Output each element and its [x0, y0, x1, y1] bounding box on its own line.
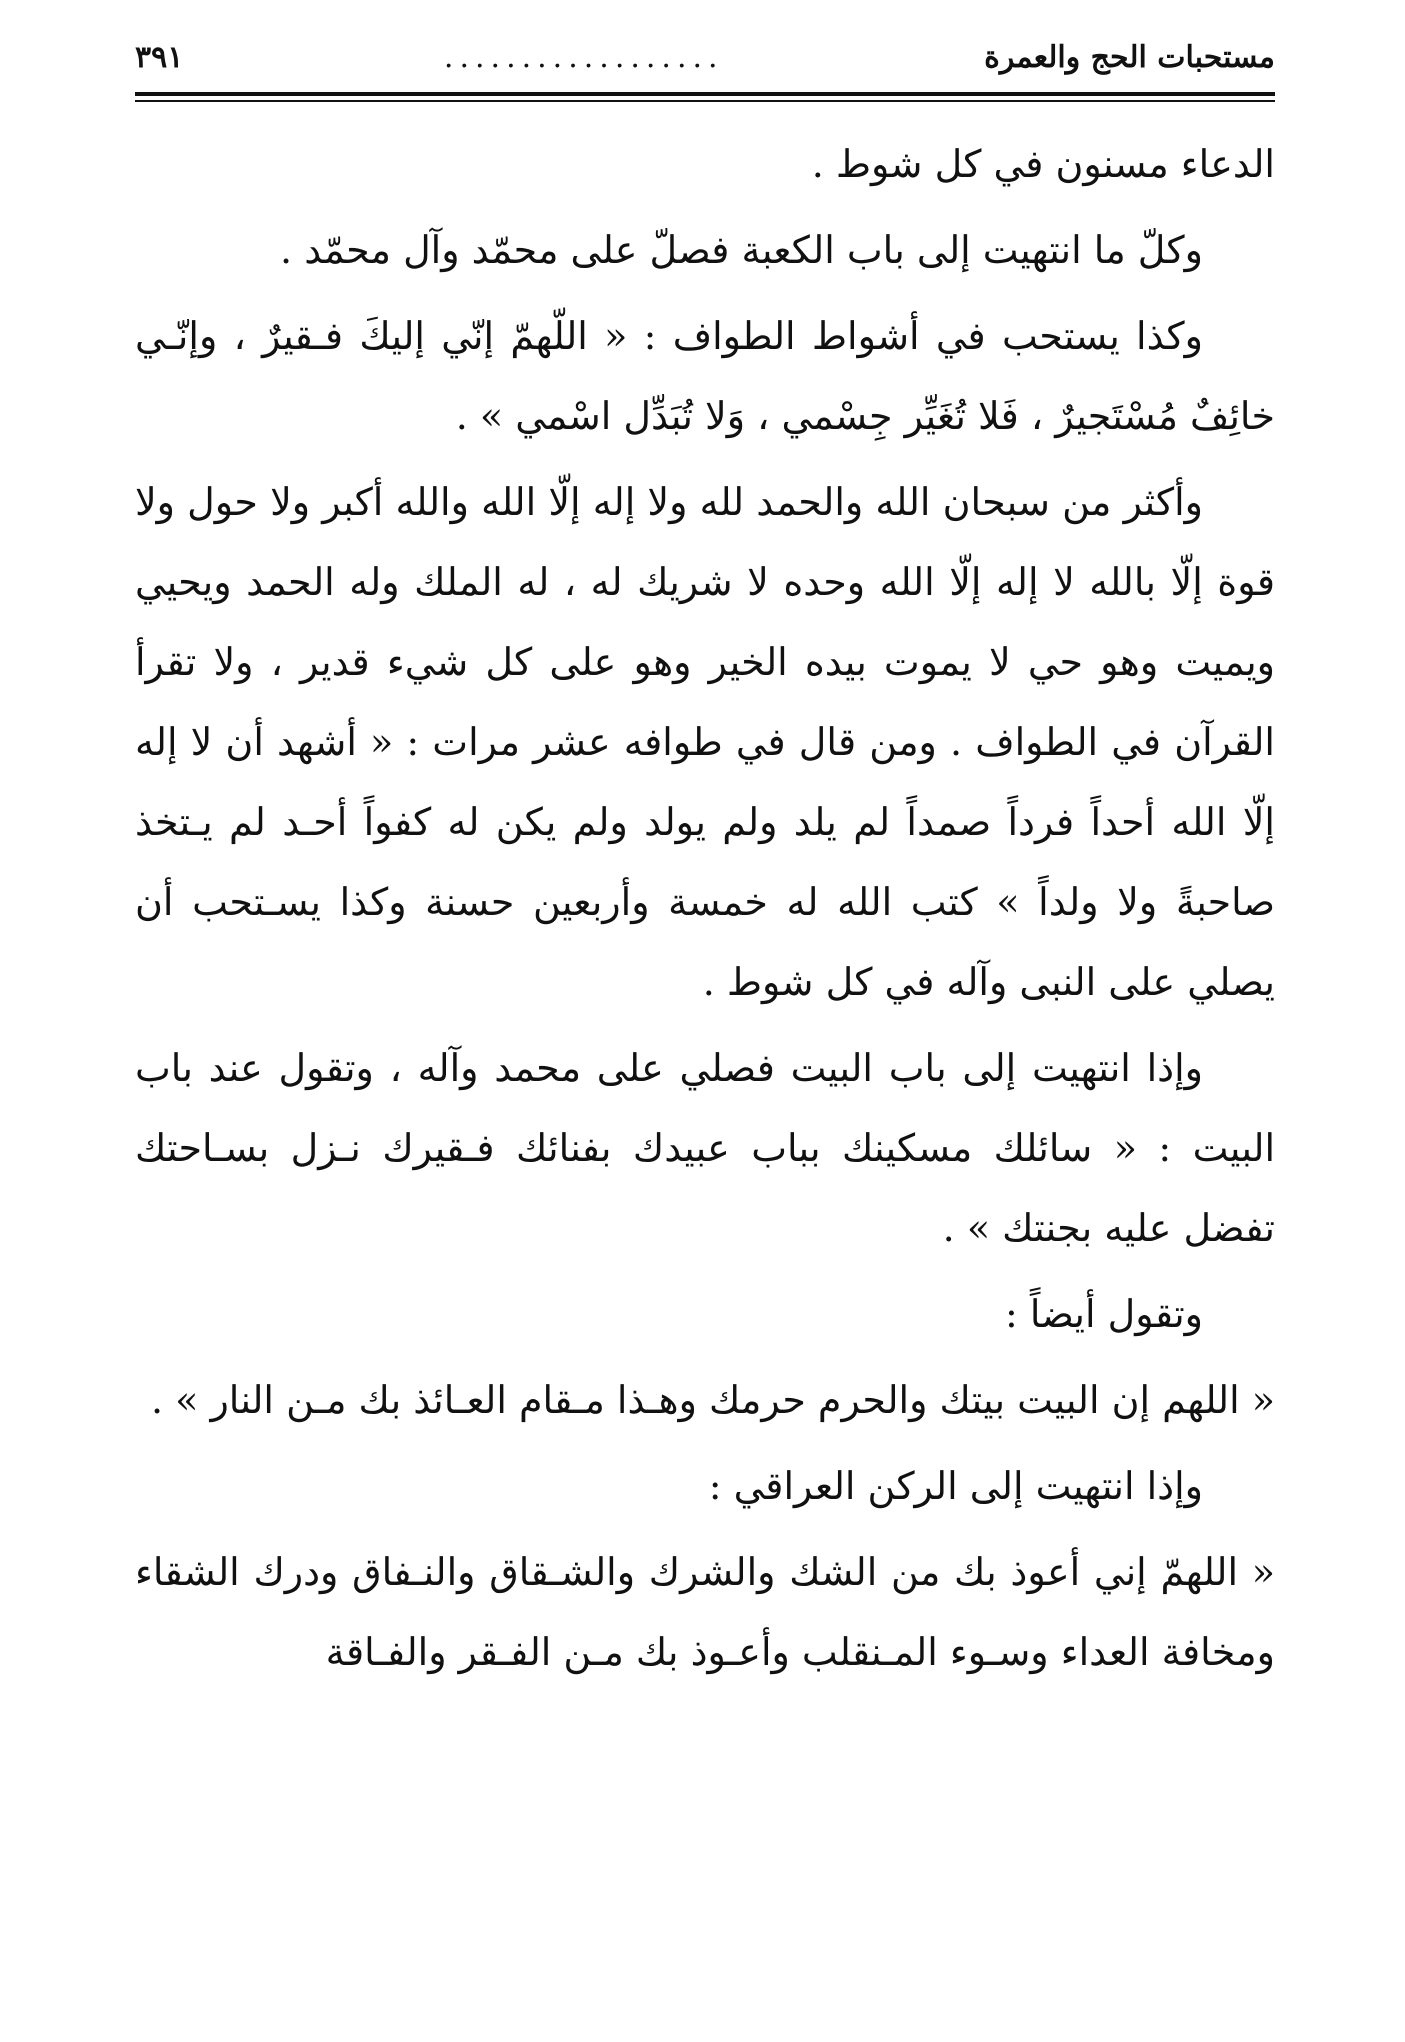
page-number: ٣٩١	[135, 40, 184, 75]
paragraph-2: وكلّ ما انتهيت إلى باب الكعبة فصلّ على محمّد وآل محمّد .	[280, 228, 1203, 272]
paragraph-5: وإذا انتهيت إلى باب البيت فصلي على محمد وآله ، وتقول عند باب البيت : « سائلك مسكينك بباب عبيدك بفنائك فـقيرك نـزل بسـاحتك تفضل عليه بجنتك » .	[135, 1046, 1275, 1250]
chapter-title: مستحبات الحج والعمرة	[984, 40, 1275, 75]
paragraph-8: وإذا انتهيت إلى الركن العراقي :	[708, 1464, 1203, 1508]
book-page	[135, 40, 1275, 2000]
paragraph-7: « اللهم إن البيت بيتك والحرم حرمك وهـذا مـقام العـائذ بك مـن النار » .	[150, 1378, 1275, 1422]
header-rule-thin	[135, 100, 1275, 102]
paragraph-6: وتقول أيضاً :	[1004, 1292, 1203, 1336]
running-header	[135, 40, 1275, 86]
body-text	[135, 124, 1275, 1692]
paragraph-4: وأكثر من سبحان الله والحمد لله ولا إله إلّا الله والله أكبر ولا حول ولا قوة إلّا بالله لا إله إلّا الله وحده لا شريك له ، له الملك وله الحمد ويحيي ويميت وهو حي لا يموت بيده الخير وهو على كل شيء قدير ، ولا تقرأ القرآن في الطواف . ومن قال في طوافه عشر مرات : « أشهد أن لا إله إلّا الله أحداً فرداً صمداً لم يلد ولم يولد ولم يكن له كفواً أحـد لم يـتخذ صاحبةً ولا ولداً » كتب الله له خمسة وأربعين حسنة وكذا يسـتحب أن يصلي على النبى وآله في كل شوط .	[135, 480, 1275, 1004]
paragraph-9: « اللهمّ إني أعوذ بك من الشك والشرك والشـقاق والنـفاق ودرك الشقاء ومخافة العداء وسـوء المـنقلب وأعـوذ بك مـن الفـقر والفـاقة	[135, 1550, 1275, 1674]
dot-leader: ..................	[443, 40, 724, 75]
paragraph-3: وكذا يستحب في أشواط الطواف : « اللّهمّ إنّي إليكَ فـقيرٌ ، وإنّـي خائِفٌ مُسْتَجيرٌ ، فَلا تُغَيِّر جِسْمي ، وَلا تُبَدِّل اسْمي » .	[135, 314, 1275, 438]
paragraph-1: الدعاء مسنون في كل شوط .	[811, 142, 1275, 186]
header-rule-thick	[135, 92, 1275, 96]
